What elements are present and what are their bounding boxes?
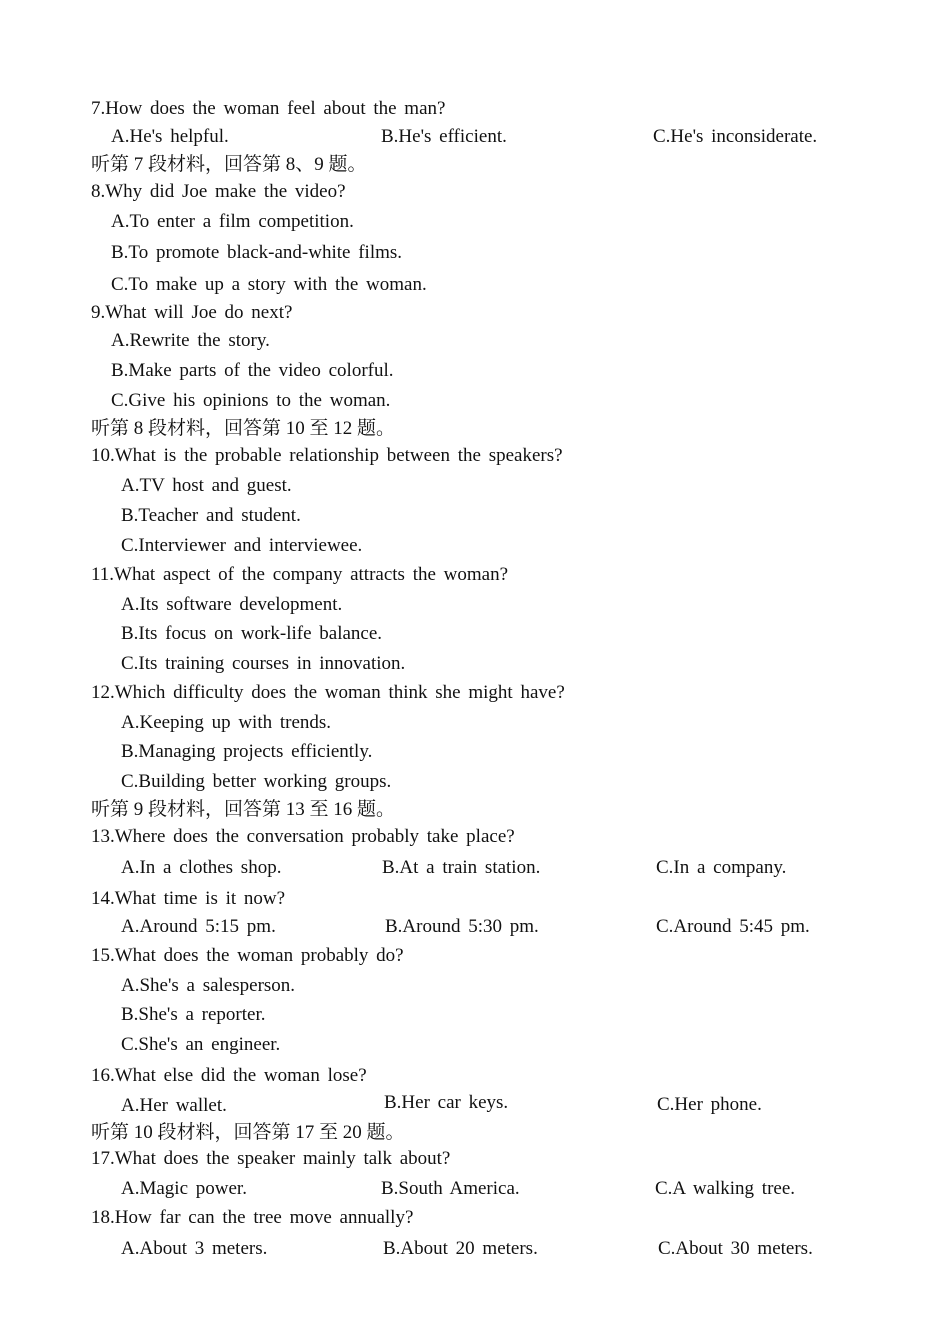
- q15-option-b: B.She's a reporter.: [121, 1004, 266, 1025]
- q12-option-a: A.Keeping up with trends.: [121, 712, 332, 733]
- q17-option-c: C.A walking tree.: [655, 1178, 796, 1199]
- q7-option-b: B.He's efficient.: [381, 126, 507, 147]
- q14-option-a: A.Around 5:15 pm.: [121, 916, 276, 937]
- q17-option-b: B.South America.: [381, 1178, 520, 1199]
- q16-option-a: A.Her wallet.: [121, 1095, 227, 1116]
- q9-option-b: B.Make parts of the video colorful.: [111, 360, 394, 381]
- q16-option-b: B.Her car keys.: [384, 1092, 509, 1113]
- section-7-instruction: 听第 7 段材料，回答第 8、9 题。: [91, 154, 367, 175]
- q10-option-b: B.Teacher and student.: [121, 505, 301, 526]
- q13-option-c: C.In a company.: [656, 857, 787, 878]
- question-17: 17.What does the speaker mainly talk about?: [91, 1148, 451, 1169]
- question-8: 8.Why did Joe make the video?: [91, 181, 346, 202]
- q8-option-c: C.To make up a story with the woman.: [111, 274, 427, 295]
- q13-option-a: A.In a clothes shop.: [121, 857, 282, 878]
- question-18: 18.How far can the tree move annually?: [91, 1207, 414, 1228]
- q8-option-a: A.To enter a film competition.: [111, 211, 354, 232]
- q7-option-c: C.He's inconsiderate.: [653, 126, 818, 147]
- q9-option-a: A.Rewrite the story.: [111, 330, 270, 351]
- section-9-instruction: 听第 9 段材料，回答第 13 至 16 题。: [91, 799, 396, 820]
- question-7: 7.How does the woman feel about the man?: [91, 98, 446, 119]
- q12-option-b: B.Managing projects efficiently.: [121, 741, 373, 762]
- q13-option-b: B.At a train station.: [382, 857, 541, 878]
- q14-option-b: B.Around 5:30 pm.: [385, 916, 539, 937]
- q11-option-b: B.Its focus on work-life balance.: [121, 623, 383, 644]
- q15-option-a: A.She's a salesperson.: [121, 975, 296, 996]
- q9-option-c: C.Give his opinions to the woman.: [111, 390, 391, 411]
- question-15: 15.What does the woman probably do?: [91, 945, 404, 966]
- question-14: 14.What time is it now?: [91, 888, 286, 909]
- q7-option-a: A.He's helpful.: [111, 126, 229, 147]
- question-10: 10.What is the probable relationship between the speakers?: [91, 445, 563, 466]
- question-11: 11.What aspect of the company attracts the woman?: [91, 564, 509, 585]
- q15-option-c: C.She's an engineer.: [121, 1034, 281, 1055]
- q16-option-c: C.Her phone.: [657, 1094, 762, 1115]
- question-16: 16.What else did the woman lose?: [91, 1065, 367, 1086]
- q18-option-b: B.About 20 meters.: [383, 1238, 538, 1259]
- question-9: 9.What will Joe do next?: [91, 302, 293, 323]
- q14-option-c: C.Around 5:45 pm.: [656, 916, 810, 937]
- q12-option-c: C.Building better working groups.: [121, 771, 392, 792]
- q8-option-b: B.To promote black-and-white films.: [111, 242, 403, 263]
- q10-option-c: C.Interviewer and interviewee.: [121, 535, 363, 556]
- section-10-instruction: 听第 10 段材料，回答第 17 至 20 题。: [91, 1122, 405, 1143]
- question-13: 13.Where does the conversation probably take place?: [91, 826, 515, 847]
- q18-option-a: A.About 3 meters.: [121, 1238, 268, 1259]
- q11-option-a: A.Its software development.: [121, 594, 343, 615]
- q10-option-a: A.TV host and guest.: [121, 475, 292, 496]
- question-12: 12.Which difficulty does the woman think she might have?: [91, 682, 565, 703]
- q17-option-a: A.Magic power.: [121, 1178, 247, 1199]
- q11-option-c: C.Its training courses in innovation.: [121, 653, 406, 674]
- section-8-instruction: 听第 8 段材料，回答第 10 至 12 题。: [91, 418, 396, 439]
- q18-option-c: C.About 30 meters.: [658, 1238, 813, 1259]
